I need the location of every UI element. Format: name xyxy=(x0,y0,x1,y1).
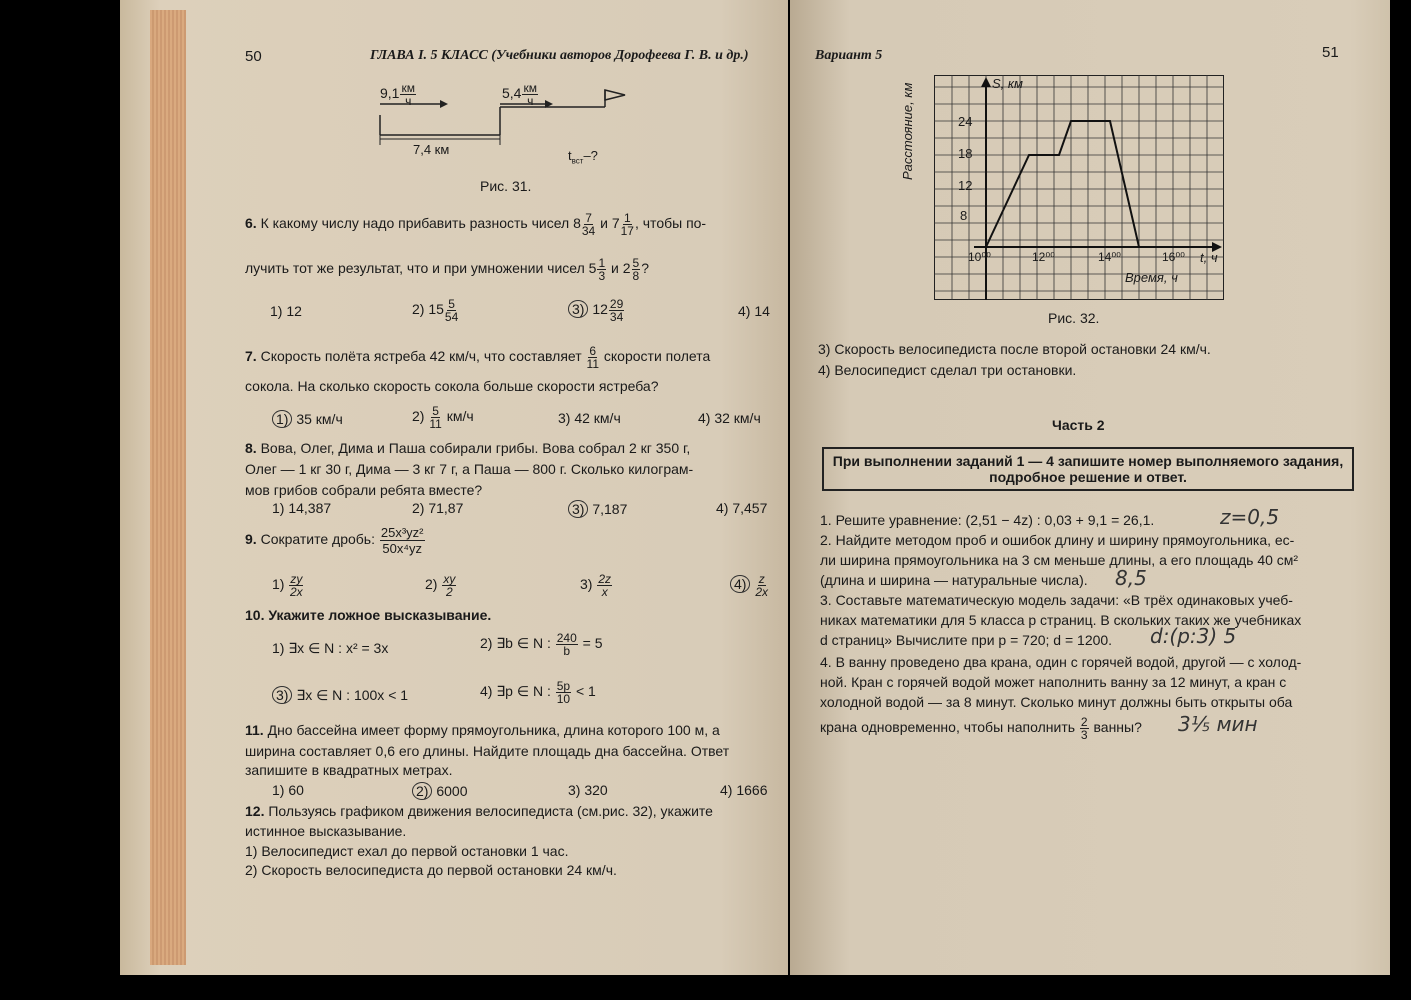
q9-answer-3: 3) $\frac{2z}{x}$ xyxy=(580,572,612,599)
q8-answer-1: 1) 14,387 xyxy=(272,500,332,516)
q12-answer-2: 2) Скорость велосипедиста до первой остановки 24 км/ч. xyxy=(245,862,617,878)
figure-32 xyxy=(934,75,1224,300)
part-2-instructions: При выполнении заданий 1 — 4 запишите номер выполняемого задания, подробное решение и ответ. xyxy=(822,447,1354,491)
fig31-speed-1: 9,1 $\frac{км}{ч}$ xyxy=(380,81,415,108)
fig31-speed-2: 5,4 $\frac{км}{ч}$ xyxy=(502,81,537,108)
task-3-handwritten-answer: d:(p:3) 5 xyxy=(1150,624,1237,648)
task-4-line-4: крана одновременно, чтобы наполнить $\frac{2}{3}$ ванны? xyxy=(820,715,1142,742)
q6-answer-4: 4) 14 xyxy=(738,303,770,319)
question-10: 10. Укажите ложное высказывание. xyxy=(245,607,492,623)
left-header: ГЛАВА I. 5 КЛАСС (Учебники авторов Дорофеева Г. В. и др.) xyxy=(370,48,749,63)
q8-answer-3: 3) 7,187 xyxy=(568,500,627,518)
q12-answer-1: 1) Велосипедист ехал до первой остановки 1 час. xyxy=(245,843,569,859)
question-7-line-2: сокола. На сколько скорость сокола больше скорости ястреба? xyxy=(245,378,659,394)
q11-answer-4: 4) 1666 xyxy=(720,782,768,798)
task-2-line-2: ли ширина прямоугольника на 3 см меньше длины, а его площадь 40 см² xyxy=(820,552,1299,568)
q10-answer-1: 1) ∃x ∈ N : x² = 3x xyxy=(272,640,389,656)
question-8-line-3: мов грибов собрали ребята вместе? xyxy=(245,482,483,498)
fig32-x-axis-title: Время, ч xyxy=(1125,270,1178,285)
fig32-y-tick-24: 24 xyxy=(958,114,973,129)
fig31-time-question: $t_{вст}-$? xyxy=(568,148,598,166)
q10-answer-4: 4) ∃p ∈ N : $\frac{5p}{10}$ < 1 xyxy=(480,679,596,706)
task-3-line-3: d страниц» Вычислите при p = 720; d = 1200. xyxy=(820,632,1113,648)
q9-answer-4: 4) $\frac{z}{2x}$ xyxy=(730,573,769,598)
q6-answer-1: 1) 12 xyxy=(270,303,302,319)
task-4-line-1: 4. В ванну проведено два крана, один с горячей водой, другой — с холод- xyxy=(820,654,1302,670)
task-1-handwritten-answer: z=0,5 xyxy=(1220,505,1280,529)
task-2-line-1: 2. Найдите методом проб и ошибок длину и ширину прямоугольника, ес- xyxy=(820,532,1295,548)
q6-answer-2: 2) 15 $\frac{5}{54}$ xyxy=(412,297,459,324)
fig32-y-tick-18: 18 xyxy=(958,146,973,161)
question-12-line-1: 12. Пользуясь графиком движения велосипедиста (см.рис. 32), укажите xyxy=(245,803,713,819)
question-6-line-1: 6. К какому числу надо прибавить разность чисел 8 $\frac{7}{34}$ и 7 $\frac{1}{17}$ , чтобы по- xyxy=(245,211,707,238)
q10-answer-3: 3) ∃x ∈ N : 100x < 1 xyxy=(272,686,408,704)
question-11-line-1: 11. Дно бассейна имеет форму прямоугольника, длина которого 100 м, а xyxy=(245,722,720,738)
q9-answer-1: 1) $\frac{zy}{2x}$ xyxy=(272,572,303,599)
fig32-y-axis-title: Расстояние, км xyxy=(900,82,915,180)
right-header: Вариант 5 xyxy=(815,48,883,63)
fig32-x-tick-12: 12⁰⁰ xyxy=(1032,250,1055,264)
q8-answer-2: 2) 71,87 xyxy=(412,500,464,516)
question-11-line-2: ширина составляет 0,6 его длины. Найдите площадь дна бассейна. Ответ xyxy=(245,743,730,759)
question-6-line-2: лучить тот же результат, что и при умножении чисел 5 $\frac{1}{3}$ и 2 $\frac{5}{8}$ ? xyxy=(245,256,650,283)
fig32-x-tick-16: 16⁰⁰ xyxy=(1162,250,1185,264)
fig32-x-tick-10: 10⁰⁰ xyxy=(968,250,991,264)
task-4-handwritten-answer: 3⅕ мин xyxy=(1178,712,1258,736)
q9-answer-2: 2) $\frac{xy}{2}$ xyxy=(425,572,456,599)
q7-answer-1: 1) 35 км/ч xyxy=(272,410,343,428)
q11-answer-2: 2) 6000 xyxy=(412,782,468,800)
task-1: 1. Решите уравнение: (2,51 − 4z) : 0,03 + 9,1 = 26,1. xyxy=(820,512,1155,528)
right-page-number: 51 xyxy=(1322,44,1339,61)
task-2-handwritten-answer: 8,5 xyxy=(1115,566,1147,590)
task-3-line-1: 3. Составьте математическую модель задачи: «В трёх одинаковых учеб- xyxy=(820,592,1293,608)
task-4-line-2: ной. Кран с горячей водой может наполнить ванну за 12 минут, а кран с xyxy=(820,674,1287,690)
question-11-line-3: запишите в квадратных метрах. xyxy=(245,762,453,778)
fig32-x-tick-14: 14⁰⁰ xyxy=(1098,250,1121,264)
fig32-y-tick-12: 12 xyxy=(958,178,973,193)
task-4-line-3: холодной водой — за 8 минут. Сколько минут должны быть открыты оба xyxy=(820,694,1293,710)
fig32-caption: Рис. 32. xyxy=(1048,310,1100,326)
fig32-x-label: t, ч xyxy=(1200,250,1218,265)
fig31-caption: Рис. 31. xyxy=(480,178,532,194)
q8-answer-4: 4) 7,457 xyxy=(716,500,768,516)
q11-answer-3: 3) 320 xyxy=(568,782,608,798)
question-12-line-2: истинное высказывание. xyxy=(245,823,407,839)
task-2-line-3: (длина и ширина — натуральные числа). xyxy=(820,572,1088,588)
q7-answer-3: 3) 42 км/ч xyxy=(558,410,621,426)
q6-answer-3: 3) 12 $\frac{29}{34}$ xyxy=(568,298,625,323)
question-9: 9. Сократите дробь: $\frac{\text{25x³yz²}}{\text{50x⁴yz}}$ xyxy=(245,525,424,556)
left-page-number: 50 xyxy=(245,48,262,65)
fig31-distance: 7,4 км xyxy=(413,142,450,157)
question-7-line-1: 7. Скорость полёта ястреба 42 км/ч, что составляет $\frac{6}{11}$ скорости полета xyxy=(245,344,711,371)
task-3-line-2: никах математики для 5 класса p страниц. В скольких таких же учебниках xyxy=(820,612,1302,628)
q12-answer-4: 4) Велосипедист сделал три остановки. xyxy=(818,362,1077,378)
page-edge xyxy=(150,10,186,965)
question-8-line-1: 8. Вова, Олег, Дима и Паша собирали грибы. Вова собрал 2 кг 350 г, xyxy=(245,440,691,456)
q7-answer-4: 4) 32 км/ч xyxy=(698,410,761,426)
fig32-y-tick-8: 8 xyxy=(960,208,968,223)
question-8-line-2: Олег — 1 кг 30 г, Дима — 3 кг 7 г, а Паша — 800 г. Сколько килограм- xyxy=(245,461,694,477)
fig32-y-label: S, км xyxy=(992,76,1023,91)
part-2-title: Часть 2 xyxy=(1052,417,1105,433)
q12-answer-3: 3) Скорость велосипедиста после второй остановки 24 км/ч. xyxy=(818,341,1211,357)
q7-answer-2: 2) $\frac{5}{11}$ км/ч xyxy=(412,404,474,431)
q11-answer-1: 1) 60 xyxy=(272,782,304,798)
q10-answer-2: 2) ∃b ∈ N : $\frac{240}{b}$ = 5 xyxy=(480,631,603,658)
